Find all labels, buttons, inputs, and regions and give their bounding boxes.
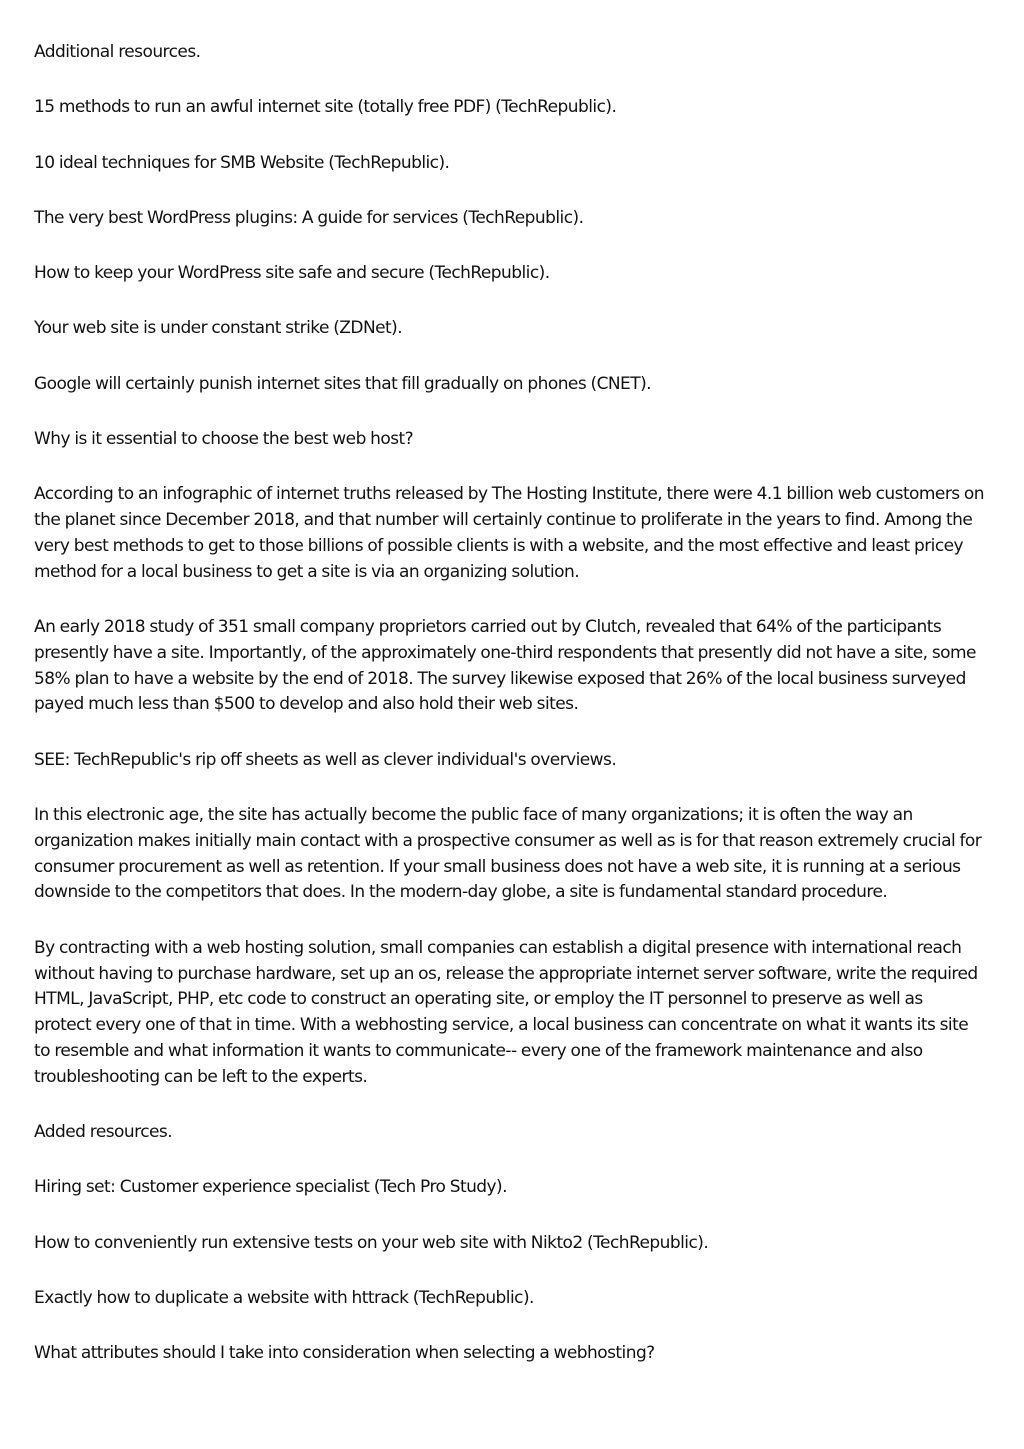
heading-additional-resources: Additional resources. [34,42,201,62]
heading-added-resources: Added resources. [34,1122,173,1143]
body-paragraph: SEE: TechRepublic's rip off sheets as well as clever individual's overviews. [34,749,617,770]
resource-item: 15 methods to run an awful internet site (totally free PDF) (TechRepublic). [34,97,617,118]
body-paragraph: An early 2018 study of 351 small company proprietors carried out by Clutch, revealed that 64% of the participants presently have a site. Importantly, of the approximately one-third respondents that presently did not have a site, some 58% plan to have a website by the end of 2018. The survey likewise exposed that 26% of the local business surveyed payed much less than $500 to develop and also hold their web sites. [34,617,976,715]
resource-item: Exactly how to duplicate a website with httrack (TechRepublic). [34,1287,534,1308]
resource-item: The very best WordPress plugins: A guide for services (TechRepublic). [34,207,584,228]
resource-item: How to keep your WordPress site safe and secure (TechRepublic). [34,263,550,284]
resource-item: Hiring set: Customer experience specialist (Tech Pro Study). [34,1177,507,1198]
body-paragraph: By contracting with a web hosting solution, small companies can establish a digital presence with international reach without having to purchase hardware, set up an os, release the appropriate internet server software, write the required HTML, JavaScript, PHP, etc code to construct an operating site, or employ the IT personnel to preserve as well as protect every one of that in time. With a webhosting service, a local business can concentrate on what it wants its site to resemble and what information it wants to communicate-- every one of the framework maintenance and also troubleshooting can be left to the experts. [34,937,978,1087]
resource-item: How to conveniently run extensive tests on your web site with Nikto2 (TechRepublic). [34,1232,709,1253]
resource-item: Google will certainly punish internet sites that fill gradually on phones (CNET). [34,373,652,394]
section-question: Why is it essential to choose the best web host? [34,429,414,450]
body-paragraph: In this electronic age, the site has actually become the public face of many organizations; it is often the way an organization makes initially main contact with a prospective consumer as well as is for that reason extremely crucial for consumer procurement as well as retention. If your small business does not have a web site, it is running at a serious downside to the competitors that does. In the modern-day globe, a site is fundamental standard procedure. [34,805,982,903]
section-question: What attributes should I take into consideration when selecting a webhosting? [34,1343,655,1364]
body-paragraph: According to an infographic of internet truths released by The Hosting Institute, there were 4.1 billion web customers on the planet since December 2018, and that number will certainly continue to proliferate in the years to find. Among the very best methods to get to those billions of possible clients is with a website, and the most effective and least pricey method for a local business to get a site is via an organizing solution. [34,484,985,582]
resource-item: Your web site is under constant strike (ZDNet). [34,318,403,339]
resource-item: 10 ideal techniques for SMB Website (TechRepublic). [34,152,450,173]
